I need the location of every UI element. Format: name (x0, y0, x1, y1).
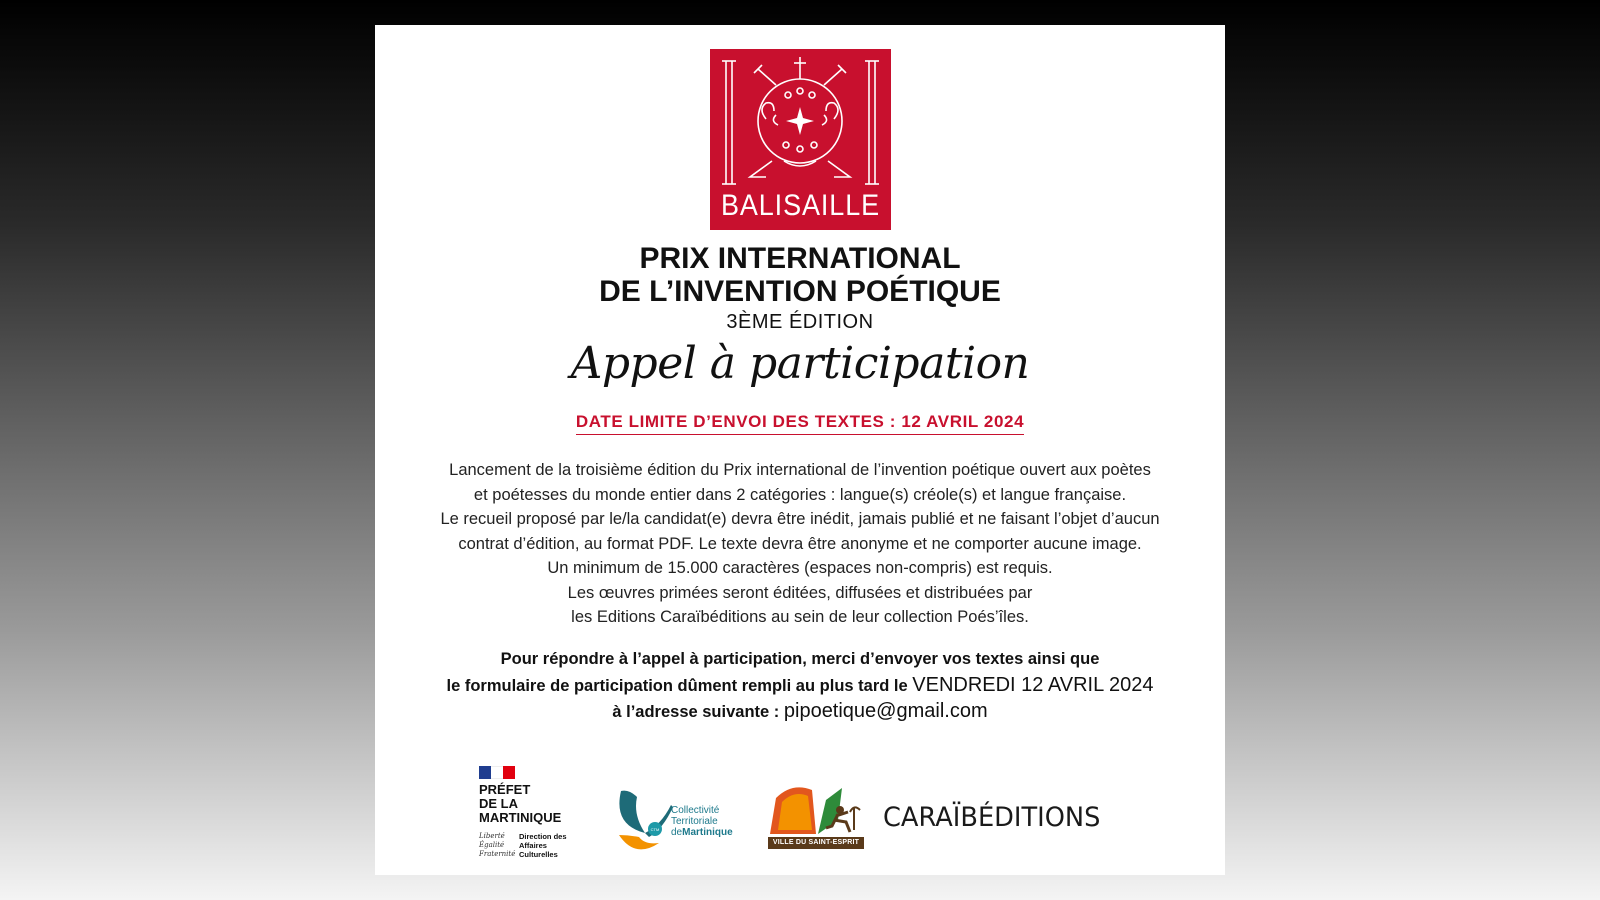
edition-label: 3ÈME ÉDITION (726, 311, 874, 333)
prize-title-line1: PRIX INTERNATIONAL (639, 242, 961, 275)
cta-deadline-date: VENDREDI 12 AVRIL 2024 (912, 673, 1154, 696)
deadline-banner (375, 412, 1225, 435)
description-line: Lancement de la troisième édition du Prix international de l’invention poétique ouvert aux poètes (449, 461, 1151, 479)
french-flag-icon (479, 766, 515, 779)
cta-line2: le formulaire de participation dûment rempli au plus tard le (446, 676, 908, 695)
balisaille-logo (710, 49, 891, 230)
deadline-text: DATE LIMITE D’ENVOI DES TEXTES : 12 AVRIL 2024 (576, 412, 1024, 435)
caraibeditions-logo: CARAÏBÉDITIONS (883, 802, 1101, 833)
description-line: et poétesses du monde entier dans 2 catégories : langue(s) créole(s) et langue française. (473, 485, 1127, 504)
description-line: Le recueil proposé par le/la candidat(e) devra être inédit, jamais publié et ne faisant l’objet d’aucun (440, 510, 1160, 528)
saint-esprit-logo (768, 780, 864, 860)
ctm-label: Collectivité Territoriale deMartinique (671, 805, 733, 838)
description-line: Les œuvres primées seront éditées, diffusées et distribuées par (567, 583, 1033, 602)
balisaille-wordmark: BALISAILLE (720, 189, 881, 222)
book-athlete-icon (768, 780, 864, 836)
description-line: les Editions Caraïbéditions au sein de leur collection Poés’îles. (571, 608, 1029, 626)
hummingbird-icon (615, 785, 675, 860)
cta-line3: à l’adresse suivante : (612, 703, 780, 721)
call-for-entries-script: Appel à participation (570, 338, 1030, 389)
prize-title-line2: DE L’INVENTION POÉTIQUE (599, 275, 1001, 308)
saint-esprit-label: VILLE DU SAINT-ESPRIT (768, 837, 864, 849)
svg-text:CTM: CTM (650, 827, 660, 832)
description-line: Un minimum de 15.000 caractères (espaces non-compris) est requis. (547, 559, 1053, 577)
partner-logos (375, 760, 1225, 870)
submission-instructions (375, 647, 1225, 726)
prefet-martinique-logo (479, 760, 589, 860)
contact-email-link[interactable]: pipoetique@gmail.com (783, 700, 988, 722)
description-paragraph (375, 458, 1225, 630)
prefet-name: PRÉFET DE LA MARTINIQUE (479, 782, 562, 825)
ctm-logo (615, 785, 735, 860)
dac-label: Direction des Affaires Culturelles (519, 832, 567, 859)
cta-line1: Pour répondre à l’appel à participation, merci d’envoyer vos textes ainsi que (500, 650, 1100, 668)
poster-card (375, 25, 1225, 875)
republic-motto: Liberté Égalité Fraternité (479, 832, 516, 858)
description-line: contrat d’édition, au format PDF. Le texte devra être anonyme et ne comporter aucune image. (458, 534, 1142, 553)
